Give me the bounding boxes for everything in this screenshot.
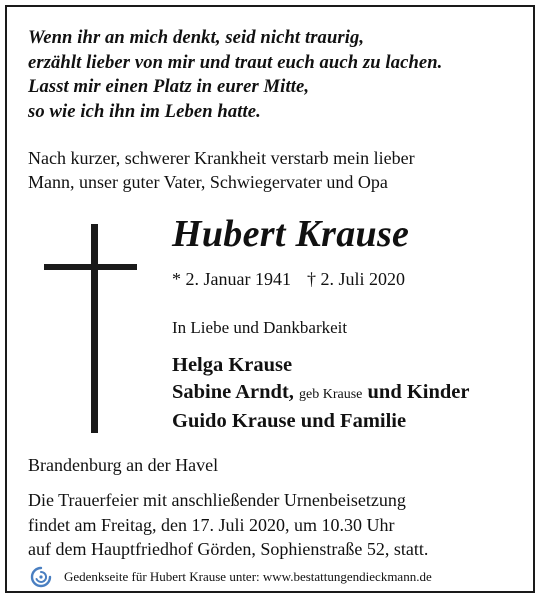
mourner-name: Sabine Arndt, xyxy=(172,380,294,403)
poem-line: Wenn ihr an mich denkt, seid nicht traurig, xyxy=(28,27,365,48)
memorial-footer xyxy=(30,566,432,588)
mourner-line: Guido Krause und Familie xyxy=(172,410,407,432)
life-dates xyxy=(172,269,405,290)
funeral-line: findet am Freitag, den 17. Juli 2020, um 10.30 Uhr xyxy=(28,514,395,535)
intro-line: Mann, unser guter Vater, Schwiegervater und Opa xyxy=(28,172,388,192)
poem-line: Lasst mir einen Platz in eurer Mitte, xyxy=(28,76,310,97)
funeral-line: Die Trauerfeier mit anschließender Urnenbeisetzung xyxy=(28,490,406,510)
deceased-name: Hubert Krause xyxy=(172,213,410,255)
funeral-line: auf dem Hauptfriedhof Görden, Sophienstraße 52, statt. xyxy=(28,539,429,559)
poem-line: so wie ich ihn im Leben hatte. xyxy=(28,100,261,122)
cross-icon-vertical xyxy=(91,224,98,433)
birth-date: * 2. Januar 1941 xyxy=(172,269,291,289)
intro-line: Nach kurzer, schwerer Krankheit verstarb mein lieber xyxy=(28,148,415,168)
death-date: † 2. Juli 2020 xyxy=(306,269,405,289)
memorial-link-text[interactable]: Gedenkseite für Hubert Krause unter: www.bestattungendieckmann.de xyxy=(64,569,432,584)
memorial-swirl-icon xyxy=(30,566,52,588)
funeral-info xyxy=(28,488,428,562)
place-text: Brandenburg an der Havel xyxy=(28,455,219,475)
maiden-name: geb Krause xyxy=(299,386,363,402)
poem-line: erzählt lieber von mir und traut euch auch zu lachen. xyxy=(28,51,443,73)
cross-icon-horizontal xyxy=(44,264,137,270)
mourner-suffix: und Kinder xyxy=(367,380,470,403)
love-text: In Liebe und Dankbarkeit xyxy=(172,318,348,337)
intro-text xyxy=(28,146,415,194)
poem xyxy=(28,26,442,124)
mourners-list xyxy=(172,352,470,435)
mourner-line: Helga Krause xyxy=(172,354,293,376)
mourner-line xyxy=(172,379,470,409)
